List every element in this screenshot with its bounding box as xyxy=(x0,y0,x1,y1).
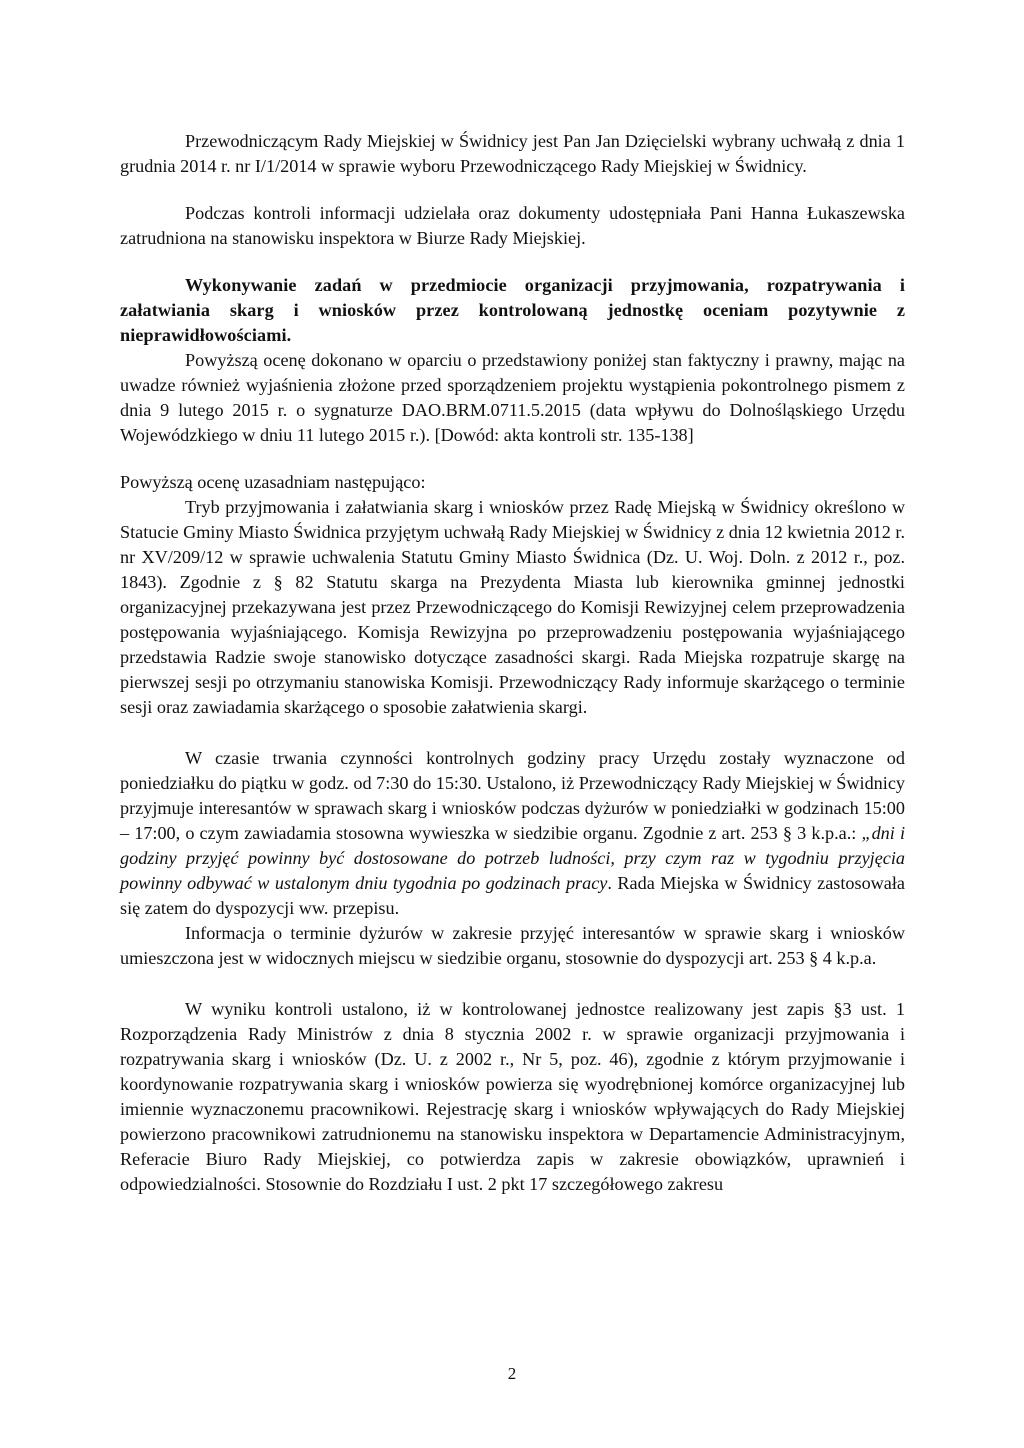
paragraph-assessment-basis: Powyższą ocenę dokonano w oparciu o przedstawiony poniżej stan faktyczny i prawny, mając na uwadze również wyjaśnienia złożone przed sporządzeniem projektu wystąpienia pokontrolnego pismem z dnia 9 lutego 2015 r. o sygnaturze DAO.BRM.0711.5.2015 (data wpływu do Dolnośląskiego Urzędu Wojewódzkiego w dniu 11 lutego 2015 r.). [Dowód: akta kontroli str. 135-138] xyxy=(120,350,905,445)
paragraph-duty-info: Informacja o terminie dyżurów w zakresie przyjęć interesantów w sprawie skarg i wniosków umieszczona jest w widocznych miejscu w siedzibie organu, stosownie do dyspozycji art. 253 § 4 k.p.a. xyxy=(120,923,905,968)
paragraph-chairman: Przewodniczącym Rady Miejskiej w Świdnicy jest Pan Jan Dzięcielski wybrany uchwałą z dnia 1 grudnia 2014 r. nr I/1/2014 w sprawie wyboru Przewodniczącego Rady Miejskiej w Świdnicy. xyxy=(120,131,905,176)
paragraph-assessment: Wykonywanie zadań w przedmiocie organizacji przyjmowania, rozpatrywania i załatwiania skarg i wniosków przez kontrolowaną jednostkę oceniam pozytywnie z nieprawidłowościami. xyxy=(120,275,905,345)
paragraph-office-hours xyxy=(120,746,905,921)
body-text xyxy=(120,129,905,1197)
paragraph-regulation: W wyniku kontroli ustalono, iż w kontrolowanej jednostce realizowany jest zapis §3 ust. 1 Rozporządzenia Rady Ministrów z dnia 8 stycznia 2002 r. w sprawie organizacji przyjmowania i rozpatrywania skarg i wniosków (Dz. U. z 2002 r., Nr 5, poz. 46), zgodnie z którym przyjmowanie i koordynowanie rozpatrywania skarg i wniosków powierza się wyodrębnionej komórce organizacyjnej lub imiennie wyznaczonemu pracownikowi. Rejestrację skarg i wniosków wpływających do Rady Miejskiej powierzono pracownikowi zatrudnionemu na stanowisku inspektora w Departamencie Administracyjnym, Referacie Biuro Rady Miejskiej, co potwierdza zapis w zakresie obowiązków, uprawnień i odpowiedzialności. Stosownie do Rozdziału I ust. 2 pkt 17 szczegółowego zakresu xyxy=(120,999,905,1194)
paragraph-control-info: Podczas kontroli informacji udzielała oraz dokumenty udostępniała Pani Hanna Łukaszewska zatrudniona na stanowisku inspektora w Biurze Rady Miejskiej. xyxy=(120,203,905,248)
kpa-quote: „dni i godziny przyjęć powinny być dostosowane do potrzeb ludności, przy czym raz w tygodniu przyjęcia powinny odbywać w ustalonym dniu tygodnia po godzinach pracy xyxy=(120,823,905,893)
paragraph-justification-intro: Powyższą ocenę uzasadniam następująco: xyxy=(120,472,426,492)
office-hours-conclusion: . Rada Miejska w Świdnicy zastosowała się zatem do dyspozycji ww. przepisu. xyxy=(120,873,906,918)
paragraph-procedure: Tryb przyjmowania i załatwiania skarg i wniosków przez Radę Miejską w Świdnicy określono w Statucie Gminy Miasto Świdnica przyjętym uchwałą Rady Miejskiej w Świdnicy z dnia 12 kwietnia 2012 r. nr XV/209/12 w sprawie uchwalenia Statutu Gminy Miasto Świdnica (Dz. U. Woj. Doln. z 2012 r., poz. 1843). Zgodnie z § 82 Statutu skarga na Prezydenta Miasta lub kierownika gminnej jednostki organizacyjnej przekazywana jest przez Przewodniczącego do Komisji Rewizyjnej celem przeprowadzenia postępowania wyjaśniającego. Komisja Rewizyjna po przeprowadzeniu postępowania wyjaśniającego przedstawia Radzie swoje stanowisko dotyczące zasadności skargi. Rada Miejska rozpatruje skargę na pierwszej sesji po otrzymaniu stanowiska Komisji. Przewodniczący Rady informuje skarżącego o terminie sesji oraz zawiadamia skarżącego o sposobie załatwienia skargi. xyxy=(120,497,905,717)
office-hours-text: W czasie trwania czynności kontrolnych godziny pracy Urzędu zostały wyznaczone od poniedziałku do piątku w godz. od 7:30 do 15:30. Ustalono, iż Przewodniczący Rady Miejskiej w Świdnicy przyjmuje interesantów w sprawach skarg i wniosków podczas dyżurów w poniedziałki w godzinach 15:00 – 17:00, o czym zawiadamia stosowna wywieszka w siedzibie organu. Zgodnie z art. 253 § 3 k.p.a.: xyxy=(120,748,905,843)
page-number: 2 xyxy=(507,1364,517,1383)
